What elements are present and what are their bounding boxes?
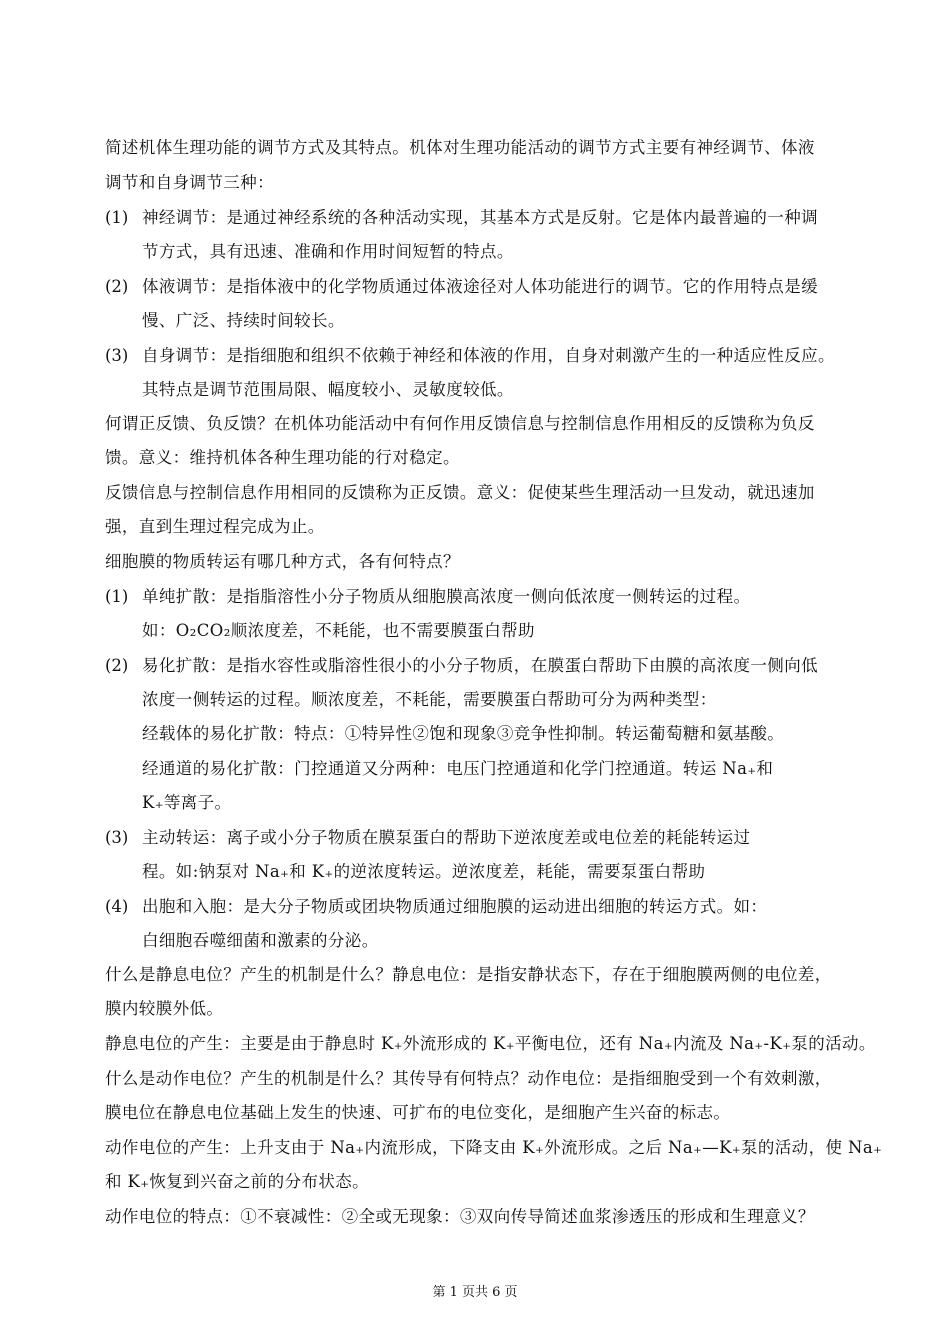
text-line: 出胞和入胞：是大分子物质或团块物质通过细胞膜的运动进出细胞的转运方式。如： bbox=[142, 897, 768, 916]
text-line: 何谓正反馈、负反馈？在机体功能活动中有何作用反馈信息与控制信息作用相反的反馈称为负反 bbox=[105, 414, 815, 433]
text-line: 经通道的易化扩散：门控通道又分两种：电压门控通道和化学门控通道。转运 Na₊和 bbox=[142, 759, 774, 778]
page-footer: 第 1 页共 6 页 bbox=[432, 1285, 518, 1300]
text-line: 慢、广泛、持续时间较长。 bbox=[142, 311, 345, 330]
text-line: 什么是动作电位？产生的机制是什么？其传导有何特点？动作电位：是指细胞受到一个有效刺激， bbox=[105, 1069, 832, 1088]
text-line: K₊等离子。 bbox=[142, 793, 232, 812]
text-line: 易化扩散：是指水容性或脂溶性很小的小分子物质，在膜蛋白帮助下由膜的高浓度一侧向低 bbox=[142, 656, 818, 675]
list-number: (2) bbox=[105, 277, 129, 296]
text-line: 其特点是调节范围局限、幅度较小、灵敏度较低。 bbox=[142, 380, 514, 399]
text-line: 节方式，具有迅速、准确和作用时间短暂的特点。 bbox=[142, 242, 514, 261]
text-line: 经载体的易化扩散：特点：①特异性②饱和现象③竞争性抑制。转运葡萄糖和氨基酸。 bbox=[142, 724, 785, 743]
text-line: 动作电位的产生：上升支由于 Na₊内流形成，下降支由 K₊外流形成。之后 Na₊—K₊泵的活动，使 Na₊ bbox=[105, 1138, 883, 1157]
text-line: 自身调节：是指细胞和组织不依赖于神经和体液的作用，自身对刺激产生的一种适应性反应。 bbox=[142, 346, 835, 365]
list-number: (3) bbox=[105, 346, 129, 365]
text-line: 神经调节：是通过神经系统的各种活动实现，其基本方式是反射。它是体内最普遍的一种调 bbox=[142, 208, 818, 227]
text-line: 动作电位的特点：①不衰减性：②全或无现象：③双向传导简述血浆渗透压的形成和生理意义？ bbox=[105, 1207, 815, 1226]
list-number: (1) bbox=[105, 587, 129, 606]
text-line: 单纯扩散：是指脂溶性小分子物质从细胞膜高浓度一侧向低浓度一侧转运的过程。 bbox=[142, 587, 751, 606]
text-line: 和 K₊恢复到兴奋之前的分布状态。 bbox=[105, 1172, 370, 1191]
text-line: 膜内较膜外低。 bbox=[105, 999, 224, 1018]
text-line: 细胞膜的物质转运有哪几种方式，各有何特点？ bbox=[105, 552, 460, 571]
text-line: 膜电位在静息电位基础上发生的快速、可扩布的电位变化，是细胞产生兴奋的标志。 bbox=[105, 1103, 731, 1122]
text-line: 如：O₂CO₂顺浓度差，不耗能，也不需要膜蛋白帮助 bbox=[142, 621, 535, 640]
text-line: 主动转运：离子或小分子物质在膜泵蛋白的帮助下逆浓度差或电位差的耗能转运过 bbox=[142, 828, 751, 847]
list-number: (1) bbox=[105, 208, 129, 227]
text-line: 浓度一侧转运的过程。顺浓度差，不耗能，需要膜蛋白帮助可分为两种类型： bbox=[142, 690, 717, 709]
text-line: 馈。意义：维持机体各种生理功能的行对稳定。 bbox=[105, 448, 460, 467]
text-line: 强，直到生理过程完成为止。 bbox=[105, 517, 325, 536]
text-line: 程。如:钠泵对 Na₊和 K₊的逆浓度转运。逆浓度差，耗能，需要泵蛋白帮助 bbox=[142, 862, 706, 881]
text-line: 什么是静息电位？产生的机制是什么？静息电位：是指安静状态下，存在于细胞膜两侧的电位差， bbox=[105, 965, 832, 984]
list-number: (3) bbox=[105, 828, 129, 847]
list-number: (2) bbox=[105, 656, 129, 675]
text-line: 反馈信息与控制信息作用相同的反馈称为正反馈。意义：促使某些生理活动一旦发动，就迅速加 bbox=[105, 483, 815, 502]
text-line: 白细胞吞噬细菌和激素的分泌。 bbox=[142, 931, 379, 950]
list-number: (4) bbox=[105, 897, 129, 916]
text-line: 体液调节：是指体液中的化学物质通过体液途径对人体功能进行的调节。它的作用特点是缓 bbox=[142, 277, 818, 296]
text-line: 简述机体生理功能的调节方式及其特点。机体对生理功能活动的调节方式主要有神经调节、体液 bbox=[105, 138, 815, 157]
text-line: 静息电位的产生：主要是由于静息时 K₊外流形成的 K₊平衡电位，还有 Na₊内流及 Na₊-K₊泵的活动。 bbox=[105, 1034, 876, 1053]
text-line: 调节和自身调节三种： bbox=[105, 173, 274, 192]
